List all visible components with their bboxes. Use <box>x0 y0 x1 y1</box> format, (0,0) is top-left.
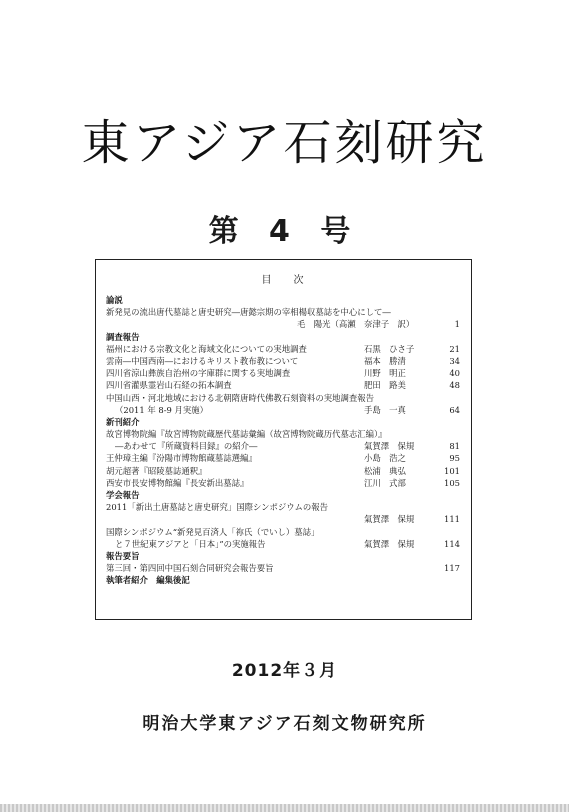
entry-page: 95 <box>449 453 460 464</box>
entry-page: 101 <box>444 465 460 476</box>
toc-section-heading <box>106 331 460 343</box>
toc-entry <box>106 367 460 379</box>
toc-section-heading <box>106 550 460 562</box>
entry-page: 21 <box>449 343 460 354</box>
toc-entry <box>106 428 460 440</box>
toc-entry <box>106 465 460 477</box>
entry-page: 34 <box>449 355 460 366</box>
table-of-contents <box>95 259 472 620</box>
entry-author: 氣賀澤 保規 <box>364 538 415 549</box>
section-title: 報告要旨 <box>106 550 140 561</box>
entry-title: 中国山西・河北地域における北朝隋唐時代佛教石刻資料の実地調査報告 <box>106 392 374 403</box>
entry-author: 手島 一真 <box>364 404 406 415</box>
entry-title: 新発見の流出唐代墓誌と唐史研究―唐懿宗期の宰相楊収墓誌を中心にして― <box>106 307 391 318</box>
section-title: 論説 <box>106 295 123 305</box>
toc-list <box>106 294 460 587</box>
entry-author: 氣賀澤 保規 <box>364 514 415 525</box>
entry-title: 雲南―中国西南―におけるキリスト教布教について <box>106 355 299 366</box>
entry-page: 114 <box>444 538 460 549</box>
toc-entry <box>106 526 460 538</box>
toc-entry-continuation <box>106 513 460 525</box>
entry-title: 王仲璋主編『汾陽市博物館蔵墓誌選編』 <box>106 453 257 464</box>
entry-author: 石黒 ひさ子 <box>364 343 415 354</box>
entry-title: 2011「新出土唐墓誌と唐史研究」国際シンポジウムの報告 <box>106 502 329 513</box>
toc-entry-continuation <box>106 404 460 416</box>
scan-edge <box>0 804 569 812</box>
entry-page: 81 <box>449 441 460 452</box>
section-title: 学会報告 <box>106 490 140 500</box>
section-title: 執筆者紹介 編集後記 <box>106 575 190 586</box>
entry-page: 1 <box>454 319 460 330</box>
publication-date: 2012年３月 <box>231 661 338 681</box>
toc-section-heading <box>106 574 460 586</box>
entry-page: 111 <box>444 514 460 525</box>
toc-heading: 目次 <box>261 275 326 286</box>
section-title: 調査報告 <box>106 331 140 342</box>
entry-author: 松浦 典弘 <box>364 465 406 476</box>
journal-title: 東アジア石刻研究 <box>81 115 488 171</box>
entry-page: 40 <box>449 368 460 379</box>
toc-entry <box>106 501 460 513</box>
entry-title: 国際シンポジウム“新発見百済人「祢氏（でいし）墓誌」 <box>106 526 320 537</box>
issue-number: 第 4 号 <box>208 214 361 249</box>
toc-section-heading <box>106 489 460 501</box>
toc-entry <box>106 343 460 355</box>
entry-title: 第三回・第四回中国石刻合同研究会報告要旨 <box>106 563 274 574</box>
entry-author: 肥田 路美 <box>364 380 406 391</box>
toc-entry <box>106 452 460 464</box>
entry-title: （2011 年 8-9 月実施） <box>115 404 209 415</box>
toc-entry-continuation <box>106 440 460 452</box>
entry-title: 福州における宗教文化と海域文化についての実地調査 <box>106 343 307 354</box>
entry-author: 江川 式部 <box>364 477 406 488</box>
entry-page: 64 <box>449 404 460 415</box>
entry-author: 氣賀澤 保規 <box>364 441 415 452</box>
entry-title: と７世紀東アジアと「日本」”の実施報告 <box>115 538 266 549</box>
toc-entry <box>106 392 460 404</box>
toc-entry <box>106 562 460 574</box>
entry-page: 48 <box>449 380 460 391</box>
entry-author: 福本 勝清 <box>364 355 406 366</box>
entry-title: 胡元超著『昭陵墓誌通釈』 <box>106 465 207 476</box>
entry-title: ―あわせて『所蔵資料目録』の紹介― <box>115 441 258 452</box>
toc-entry-continuation <box>106 538 460 550</box>
entry-page: 105 <box>444 477 460 488</box>
toc-entry <box>106 477 460 489</box>
toc-section-heading <box>106 416 460 428</box>
toc-entry <box>106 355 460 367</box>
entry-author: 毛 陽光（高瀬 奈津子 訳） <box>297 319 415 330</box>
entry-author: 川野 明正 <box>364 368 406 379</box>
toc-entry-continuation <box>106 318 460 330</box>
entry-title: 四川省涼山彝族自治州の字庫群に関する実地調査 <box>106 368 291 379</box>
entry-page: 117 <box>444 563 460 574</box>
publisher-name: 明治大学東アジア石刻文物研究所 <box>142 714 427 734</box>
entry-title: 四川省灌県霊岩山石経の拓本調査 <box>106 380 232 391</box>
entry-title: 故宮博物院編『故宮博物院蔵歴代墓誌彙編（故宮博物院蔵历代墓志汇编）』 <box>106 429 387 440</box>
entry-title: 西安市長安博物館編『長安新出墓誌』 <box>106 477 249 488</box>
toc-section-heading <box>106 294 460 306</box>
entry-author: 小島 浩之 <box>364 453 406 464</box>
toc-entry <box>106 306 460 318</box>
section-title: 新刊紹介 <box>106 416 140 427</box>
toc-entry <box>106 379 460 391</box>
